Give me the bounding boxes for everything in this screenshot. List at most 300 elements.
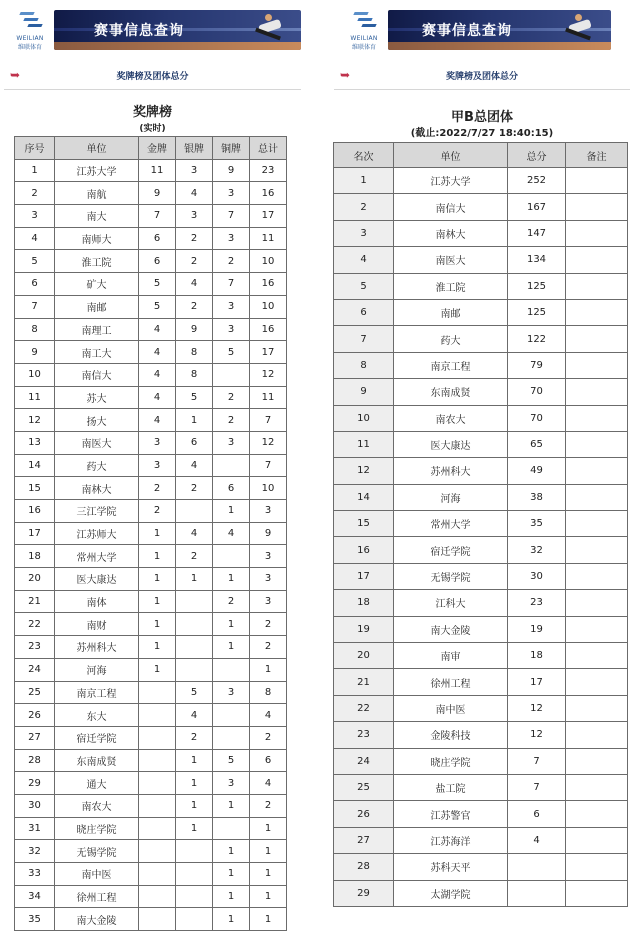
medal-header-cell: 金牌	[139, 137, 176, 160]
medal-cell: 1	[213, 863, 250, 886]
team-cell	[566, 220, 628, 246]
team-cell	[566, 643, 628, 669]
medal-cell	[213, 817, 250, 840]
medal-cell: 南体	[55, 590, 139, 613]
team-cell: 125	[508, 299, 566, 325]
team-cell: 10	[334, 405, 394, 431]
medal-cell: 8	[176, 363, 213, 386]
medal-cell: 南大金陵	[55, 908, 139, 931]
medal-cell: 河海	[55, 658, 139, 681]
medal-panel	[0, 0, 305, 927]
team-cell	[566, 801, 628, 827]
logo-text-cn: 维联体育	[17, 44, 42, 51]
nav-bar	[330, 66, 634, 88]
medal-cell: 苏大	[55, 386, 139, 409]
table-row	[334, 748, 628, 774]
medal-cell	[139, 908, 176, 931]
team-score-table	[333, 142, 628, 907]
team-cell: 江苏大学	[394, 168, 508, 194]
team-cell: 河海	[394, 484, 508, 510]
medal-cell: 2	[250, 794, 287, 817]
header	[0, 0, 305, 60]
medal-cell: 南师大	[55, 227, 139, 250]
medal-header-cell: 序号	[15, 137, 55, 160]
team-cell: 江苏警官	[394, 801, 508, 827]
medal-cell: 7	[213, 273, 250, 296]
medal-cell: 27	[15, 726, 55, 749]
medal-cell: 11	[250, 386, 287, 409]
team-cell: 南大金陵	[394, 616, 508, 642]
team-cell: 21	[334, 669, 394, 695]
medal-cell: 1	[250, 817, 287, 840]
team-cell: 东南成贤	[394, 379, 508, 405]
header	[330, 0, 634, 60]
brand-logo	[342, 10, 386, 51]
medal-cell: 医大康达	[55, 568, 139, 591]
table-row	[334, 247, 628, 273]
medal-cell: 南大	[55, 205, 139, 228]
team-header-cell: 单位	[394, 143, 508, 168]
medal-cell: 3	[176, 159, 213, 182]
team-cell: 167	[508, 194, 566, 220]
medal-cell: 1	[176, 568, 213, 591]
back-arrow-icon[interactable]: ➥	[340, 68, 351, 82]
medal-cell	[139, 885, 176, 908]
medal-cell: 12	[250, 431, 287, 454]
team-table-title: 甲B总团体	[451, 110, 513, 125]
team-cell: 盐工院	[394, 774, 508, 800]
medal-cell: 淮工院	[55, 250, 139, 273]
table-row	[15, 363, 287, 386]
medal-cell: 8	[176, 341, 213, 364]
medal-cell: 南京工程	[55, 681, 139, 704]
table-row	[15, 681, 287, 704]
medal-cell: 4	[176, 273, 213, 296]
nav-bar	[0, 66, 305, 88]
medal-cell: 21	[15, 590, 55, 613]
logo-text-en: WEILIAN	[16, 35, 44, 42]
team-cell: 252	[508, 168, 566, 194]
team-cell: 25	[334, 774, 394, 800]
table-row	[15, 159, 287, 182]
medal-cell: 23	[15, 636, 55, 659]
medal-cell: 晓庄学院	[55, 817, 139, 840]
banner-title: 赛事信息查询	[422, 23, 512, 39]
team-cell: 70	[508, 379, 566, 405]
logo-text-cn: 维联体育	[351, 44, 376, 51]
team-cell: 11	[334, 431, 394, 457]
medal-cell: 1	[250, 885, 287, 908]
team-cell: 125	[508, 273, 566, 299]
team-cell: 20	[334, 643, 394, 669]
table-row	[15, 817, 287, 840]
medal-cell: 3	[213, 318, 250, 341]
medal-cell: 三江学院	[55, 500, 139, 523]
medal-cell	[213, 726, 250, 749]
medal-cell: 35	[15, 908, 55, 931]
medal-cell: 9	[139, 182, 176, 205]
medal-cell: 徐州工程	[55, 885, 139, 908]
team-cell	[566, 326, 628, 352]
banner	[54, 10, 301, 50]
team-cell: 27	[334, 827, 394, 853]
team-cell: 29	[334, 880, 394, 906]
team-cell	[566, 168, 628, 194]
table-row	[15, 794, 287, 817]
table-row	[15, 227, 287, 250]
table-row	[334, 643, 628, 669]
team-cell	[566, 299, 628, 325]
medal-cell	[176, 885, 213, 908]
medal-cell: 4	[176, 522, 213, 545]
medal-cell: 5	[15, 250, 55, 273]
team-cell: 药大	[394, 326, 508, 352]
medal-cell: 4	[176, 182, 213, 205]
table-row	[334, 774, 628, 800]
medal-cell: 1	[213, 636, 250, 659]
medal-cell: 12	[15, 409, 55, 432]
table-row	[15, 431, 287, 454]
medal-cell: 南邮	[55, 295, 139, 318]
medal-cell: 3	[176, 205, 213, 228]
team-cell	[566, 880, 628, 906]
table-row	[15, 545, 287, 568]
medal-cell	[139, 863, 176, 886]
team-cell: 9	[334, 379, 394, 405]
team-cell: 江科大	[394, 590, 508, 616]
team-cell	[566, 194, 628, 220]
medal-cell: 2	[213, 409, 250, 432]
medal-cell: 2	[176, 295, 213, 318]
medal-cell: 4	[139, 318, 176, 341]
team-cell	[566, 537, 628, 563]
medal-cell: 1	[176, 772, 213, 795]
medal-cell: 通大	[55, 772, 139, 795]
table-row	[334, 220, 628, 246]
medal-cell: 3	[213, 772, 250, 795]
medal-cell: 9	[250, 522, 287, 545]
medal-cell	[213, 454, 250, 477]
medal-cell: 7	[139, 205, 176, 228]
team-cell: 南农大	[394, 405, 508, 431]
medal-cell: 1	[176, 409, 213, 432]
medal-cell: 1	[213, 568, 250, 591]
runner-image-icon	[251, 14, 291, 44]
medal-cell: 江苏师大	[55, 522, 139, 545]
medal-cell: 4	[139, 409, 176, 432]
team-cell: 徐州工程	[394, 669, 508, 695]
team-cell: 19	[334, 616, 394, 642]
team-header-cell: 备注	[566, 143, 628, 168]
team-cell: 23	[508, 590, 566, 616]
medal-cell: 7	[250, 454, 287, 477]
table-row	[15, 386, 287, 409]
team-cell: 无锡学院	[394, 563, 508, 589]
medal-cell: 2	[250, 613, 287, 636]
team-cell: 2	[334, 194, 394, 220]
team-cell: 147	[508, 220, 566, 246]
team-cell: 26	[334, 801, 394, 827]
team-cell: 淮工院	[394, 273, 508, 299]
medal-cell	[213, 363, 250, 386]
table-row	[334, 801, 628, 827]
medal-cell: 3	[250, 545, 287, 568]
team-cell: 22	[334, 695, 394, 721]
medal-cell: 33	[15, 863, 55, 886]
team-cell: 134	[508, 247, 566, 273]
team-cell: 30	[508, 563, 566, 589]
table-row	[15, 318, 287, 341]
medal-cell: 5	[176, 681, 213, 704]
table-row	[15, 885, 287, 908]
team-cell: 1	[334, 168, 394, 194]
divider	[334, 89, 630, 90]
team-cell: 南信大	[394, 194, 508, 220]
medal-cell: 32	[15, 840, 55, 863]
medal-cell: 1	[139, 658, 176, 681]
team-cell	[566, 616, 628, 642]
medal-cell: 苏州科大	[55, 636, 139, 659]
table-row	[15, 341, 287, 364]
team-cell: 15	[334, 511, 394, 537]
medal-table-title: 奖牌榜	[132, 105, 172, 120]
medal-cell: 南中医	[55, 863, 139, 886]
medal-header-cell: 银牌	[176, 137, 213, 160]
team-cell: 12	[508, 695, 566, 721]
medal-cell: 6	[213, 477, 250, 500]
medal-cell: 17	[15, 522, 55, 545]
medal-cell: 1	[250, 840, 287, 863]
medal-cell: 8	[250, 681, 287, 704]
medal-cell: 30	[15, 794, 55, 817]
team-cell: 8	[334, 352, 394, 378]
team-cell	[566, 511, 628, 537]
table-row	[15, 908, 287, 931]
medal-cell: 6	[176, 431, 213, 454]
medal-cell: 7	[15, 295, 55, 318]
medal-cell: 南医大	[55, 431, 139, 454]
medal-cell: 16	[15, 500, 55, 523]
medal-cell: 4	[213, 522, 250, 545]
table-row	[334, 827, 628, 853]
medal-cell: 9	[15, 341, 55, 364]
medal-cell: 2	[250, 636, 287, 659]
team-cell	[566, 352, 628, 378]
medal-cell	[176, 658, 213, 681]
medal-cell: 34	[15, 885, 55, 908]
medal-cell: 1	[250, 863, 287, 886]
medal-cell	[213, 545, 250, 568]
medal-cell	[139, 681, 176, 704]
medal-cell: 2	[213, 250, 250, 273]
team-cell: 南审	[394, 643, 508, 669]
banner	[388, 10, 611, 50]
table-row	[334, 563, 628, 589]
table-row	[334, 880, 628, 906]
team-cell: 32	[508, 537, 566, 563]
medal-cell: 1	[139, 545, 176, 568]
medal-cell: 3	[139, 454, 176, 477]
table-row	[334, 299, 628, 325]
medal-header-cell: 单位	[55, 137, 139, 160]
medal-cell: 23	[250, 159, 287, 182]
team-cell: 宿迁学院	[394, 537, 508, 563]
team-cell: 17	[334, 563, 394, 589]
medal-cell: 17	[250, 205, 287, 228]
team-cell	[566, 854, 628, 880]
table-row	[15, 590, 287, 613]
medal-cell: 31	[15, 817, 55, 840]
team-cell: 18	[334, 590, 394, 616]
medal-cell: 无锡学院	[55, 840, 139, 863]
table-row	[334, 405, 628, 431]
team-cell: 49	[508, 458, 566, 484]
table-row	[15, 205, 287, 228]
table-row	[334, 431, 628, 457]
table-row	[15, 613, 287, 636]
team-header-cell: 总分	[508, 143, 566, 168]
table-row	[334, 537, 628, 563]
table-row	[334, 326, 628, 352]
medal-cell: 1	[213, 613, 250, 636]
table-row	[15, 840, 287, 863]
medal-cell: 1	[213, 908, 250, 931]
team-cell	[566, 827, 628, 853]
team-cell: 23	[334, 722, 394, 748]
team-cell: 7	[508, 748, 566, 774]
team-cell	[566, 669, 628, 695]
medal-cell: 2	[176, 477, 213, 500]
medal-cell: 16	[250, 273, 287, 296]
medal-cell	[176, 500, 213, 523]
medal-cell: 南财	[55, 613, 139, 636]
medal-cell: 20	[15, 568, 55, 591]
page-subtitle: 奖牌榜及团体总分	[116, 72, 189, 82]
team-cell: 南林大	[394, 220, 508, 246]
medal-cell: 3	[213, 182, 250, 205]
medal-cell: 1	[139, 568, 176, 591]
medal-cell: 26	[15, 704, 55, 727]
medal-cell: 南信大	[55, 363, 139, 386]
medal-cell: 6	[139, 250, 176, 273]
table-row	[15, 522, 287, 545]
table-row	[15, 295, 287, 318]
medal-cell: 29	[15, 772, 55, 795]
team-cell: 3	[334, 220, 394, 246]
table-row	[334, 458, 628, 484]
medal-cell: 3	[213, 227, 250, 250]
table-row	[334, 722, 628, 748]
medal-cell: 2	[176, 250, 213, 273]
team-cell	[566, 590, 628, 616]
medal-cell: 9	[176, 318, 213, 341]
medal-cell: 11	[15, 386, 55, 409]
medal-cell	[213, 704, 250, 727]
back-arrow-icon[interactable]: ➥	[10, 68, 21, 82]
runner-image-icon	[561, 14, 601, 44]
logo-icon	[352, 10, 376, 32]
medal-cell: 10	[250, 477, 287, 500]
medal-cell	[139, 726, 176, 749]
medal-table	[14, 136, 287, 931]
medal-cell: 1	[213, 840, 250, 863]
team-cell	[566, 722, 628, 748]
medal-cell: 1	[250, 908, 287, 931]
banner-title: 赛事信息查询	[94, 23, 184, 39]
medal-cell: 22	[15, 613, 55, 636]
medal-cell: 5	[213, 341, 250, 364]
medal-cell: 4	[176, 454, 213, 477]
team-cell	[566, 458, 628, 484]
table-row	[15, 772, 287, 795]
medal-cell: 24	[15, 658, 55, 681]
medal-cell: 3	[15, 205, 55, 228]
table-row	[15, 182, 287, 205]
medal-cell: 4	[139, 363, 176, 386]
medal-cell: 4	[139, 341, 176, 364]
medal-cell: 3	[139, 431, 176, 454]
medal-cell	[176, 840, 213, 863]
team-cell: 70	[508, 405, 566, 431]
medal-cell: 4	[176, 704, 213, 727]
team-cell	[508, 854, 566, 880]
medal-cell: 16	[250, 318, 287, 341]
table-row	[334, 669, 628, 695]
medal-cell: 1	[213, 794, 250, 817]
medal-cell: 1	[176, 794, 213, 817]
medal-cell	[139, 794, 176, 817]
medal-cell	[176, 863, 213, 886]
table-row	[334, 379, 628, 405]
medal-cell: 13	[15, 431, 55, 454]
team-cell	[566, 563, 628, 589]
medal-cell: 10	[250, 250, 287, 273]
medal-cell: 11	[139, 159, 176, 182]
team-cell	[566, 774, 628, 800]
medal-cell: 2	[176, 545, 213, 568]
table-row	[334, 616, 628, 642]
table-row	[334, 484, 628, 510]
medal-cell	[213, 658, 250, 681]
medal-cell: 1	[176, 817, 213, 840]
medal-cell: 3	[213, 681, 250, 704]
medal-cell	[139, 704, 176, 727]
medal-cell: 3	[213, 431, 250, 454]
team-cell: 太湖学院	[394, 880, 508, 906]
team-cell: 14	[334, 484, 394, 510]
team-cell: 12	[508, 722, 566, 748]
medal-cell: 2	[213, 590, 250, 613]
medal-cell: 6	[139, 227, 176, 250]
table-row	[15, 704, 287, 727]
team-cell: 28	[334, 854, 394, 880]
medal-cell: 常州大学	[55, 545, 139, 568]
medal-cell: 2	[213, 386, 250, 409]
team-cell: 晓庄学院	[394, 748, 508, 774]
table-row	[334, 854, 628, 880]
team-cell: 南邮	[394, 299, 508, 325]
medal-cell	[139, 749, 176, 772]
medal-cell: 25	[15, 681, 55, 704]
team-cell: 122	[508, 326, 566, 352]
medal-cell: 1	[250, 658, 287, 681]
logo-text-en: WEILIAN	[350, 35, 378, 42]
team-cell: 19	[508, 616, 566, 642]
medal-cell: 1	[139, 613, 176, 636]
team-cell: 4	[508, 827, 566, 853]
medal-cell: 3	[250, 590, 287, 613]
medal-cell: 7	[250, 409, 287, 432]
